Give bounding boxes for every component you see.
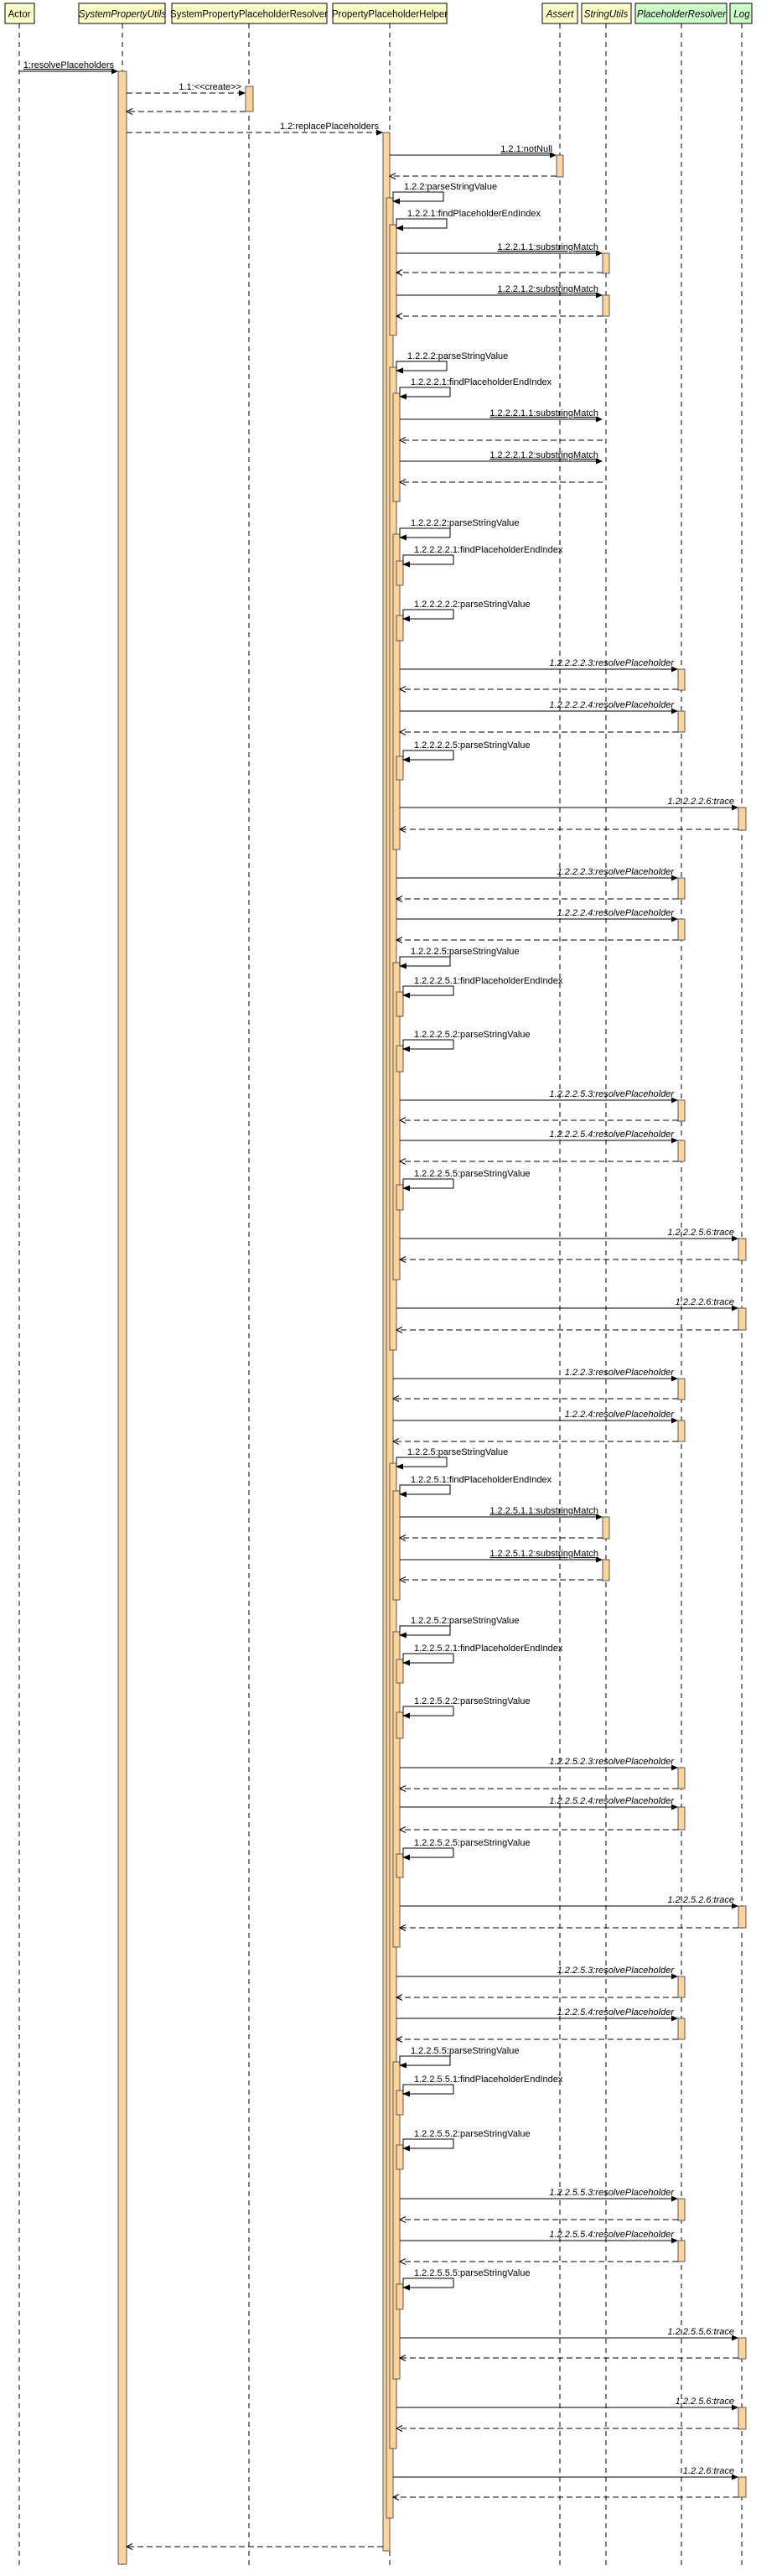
self-call-box [403,1848,453,1857]
self-call-box [403,555,453,564]
activation-bar [678,2241,685,2262]
message-label: 1.2.2.2:parseStringValue [407,351,509,361]
message-label: 1.2.2.1.1:substringMatch [497,242,598,252]
activation-bar [738,1308,746,1330]
activation-bar [396,1854,403,1877]
self-call-box [403,2085,453,2094]
message-label: 1.1:<<create>> [179,82,241,92]
activation-bar [678,1976,685,1997]
message-label: 1.2.2.2.5.1:findPlaceholderEndIndex [414,976,563,986]
self-call-box [403,750,453,760]
self-call-box [403,1040,453,1049]
activation-bar [678,2018,685,2039]
participant-label: SystemPropertyPlaceholderResolver [170,9,328,20]
message-label: 1.2.2.5.2.4:resolvePlaceholder [549,1796,674,1806]
self-call-box [403,1706,453,1716]
self-call-box [403,2278,453,2288]
message-label: 1.2.2.5.5.3:resolvePlaceholder [549,2188,674,2198]
self-call-box [400,528,450,538]
activation-bar [738,2338,746,2359]
message-label: 1.2.2.5.4:resolvePlaceholder [557,2007,674,2018]
message-label: 1.2:replacePlaceholders [279,122,379,132]
activation-bar [738,1906,746,1928]
self-call-box [396,1457,447,1467]
message-label: 1.2.2.2.2.6:trace [667,797,734,807]
self-call-box [403,986,453,995]
activation-bar [678,878,685,899]
activation-bar [603,295,609,316]
self-call-box [400,1626,450,1635]
message-label: 1.2.2.5.5.1:findPlaceholderEndIndex [414,2075,563,2085]
participant-label: StringUtils [583,9,629,20]
message-label: 1.2.2.2.2:parseStringValue [411,518,520,528]
activation-bar [396,561,403,585]
self-call-box [403,610,453,619]
activation-bar [396,1712,403,1738]
activation-bar [557,155,563,177]
message-label: 1.2.2.5.5.5:parseStringValue [414,2268,531,2278]
activation-bar [678,1807,685,1830]
message-label: 1.2.2.2.1.1:substringMatch [489,408,598,418]
activation-bar [678,919,685,940]
message-label: 1.2.2.5.2.6:trace [667,1895,734,1905]
message-label: 1.2.2.5.5:parseStringValue [411,2046,520,2056]
activation-bar [396,2145,403,2169]
self-call-box [393,192,443,201]
activation-bar [678,711,685,732]
participant-label: Actor [8,9,31,20]
message-label: 1.2.2.5.1.1:substringMatch [489,1506,598,1516]
activation-bar [390,225,396,335]
message-label: 1.2.1:notNull [500,144,552,154]
activation-bar [396,992,403,1016]
self-call-box [400,1485,450,1494]
message-label: 1.2.2.5.2.1:findPlaceholderEndIndex [414,1644,563,1654]
message-label: 1.2.2.4:resolvePlaceholder [564,1410,674,1420]
message-label: 1.2.2.2.2.3:resolvePlaceholder [549,658,674,668]
activation-bar [396,1185,403,1210]
activation-bar [678,2199,685,2220]
message-label: 1.2.2.5.1.2:substringMatch [489,1549,598,1559]
participant-label: Log [733,9,750,20]
message-label: 1.2.2.2.5.5:parseStringValue [414,1169,531,1179]
activation-bar [678,1140,685,1161]
participant-label: PlaceholderResolver [636,9,727,20]
message-label: 1.2.2.5.2.2:parseStringValue [414,1696,531,1706]
message-label: 1.2.2.5:parseStringValue [407,1447,509,1457]
message-label: 1.2.2.2.5.6:trace [667,1228,734,1238]
activation-bar [393,393,400,501]
message-label: 1.2.2.2.3:resolvePlaceholder [557,867,674,877]
message-label: 1.2.2.6:trace [682,2466,734,2476]
activation-bar [678,669,685,690]
activation-bar [246,86,253,112]
message-label: 1.2.2.2.4:resolvePlaceholder [557,908,674,918]
message-label: 1.2.2.5.2.3:resolvePlaceholder [549,1757,674,1767]
message-label: 1.2.2.2.1.2:substringMatch [489,450,598,460]
self-call-box [403,1654,453,1663]
message-label: 1.2.2.2.2.5:parseStringValue [414,740,531,750]
participant-label: PropertyPlaceholderHelper [331,9,448,20]
self-call-box [403,1179,453,1188]
activation-bar [603,1517,609,1539]
activation-bar [603,1560,609,1581]
self-call-box [396,219,447,228]
activation-bar [738,2477,746,2497]
message-label: 1.2.2.5.3:resolvePlaceholder [557,1966,674,1976]
message-label: 1.2.2.5.5.6:trace [667,2327,734,2337]
message-label: 1.2.2.2.2.2:parseStringValue [414,600,531,610]
activation-bar [118,71,127,2564]
self-call-box [396,361,447,371]
message-label: 1.2.2.2.5.3:resolvePlaceholder [549,1089,674,1099]
activation-bar [738,808,746,830]
message-label: 1.2.2.2.1:findPlaceholderEndIndex [411,377,552,387]
self-call-box [403,2139,453,2148]
participant-label: Assert [546,9,574,20]
activation-bar [396,756,403,780]
activation-bar [678,1379,685,1400]
message-label: 1.2.2.3:resolvePlaceholder [564,1368,674,1378]
activation-bar [678,1100,685,1121]
activation-bar [396,2284,403,2309]
activation-bar [393,1491,400,1600]
participant-label: SystemPropertyUtils [78,9,167,20]
self-call-box [400,957,450,966]
message-label: 1.2.2.2.2.4:resolvePlaceholder [549,700,674,710]
activation-bar [603,253,609,273]
activation-bar [678,1420,685,1441]
message-label: 1.2.2.2.5.2:parseStringValue [414,1030,531,1040]
message-label: 1.2.2.5.2:parseStringValue [411,1616,520,1626]
message-label: 1.2.2.2.6:trace [675,1297,734,1307]
activation-bar [396,1046,403,1072]
message-label: 1.2.2.5.6:trace [675,2397,734,2407]
message-label: 1:resolvePlaceholders [23,60,114,70]
activation-bar [738,1239,746,1260]
message-label: 1.2.2.1:findPlaceholderEndIndex [407,209,541,219]
message-label: 1.2.2:parseStringValue [404,182,498,192]
self-call-box [400,2056,450,2065]
activation-bar [396,615,403,641]
activation-bar [678,1768,685,1789]
message-label: 1.2.2.2.2.1:findPlaceholderEndIndex [414,545,563,555]
self-call-box [400,387,450,397]
message-label: 1.2.2.5.2.5:parseStringValue [414,1838,531,1848]
activation-bar [396,1659,403,1683]
message-label: 1.2.2.2.5:parseStringValue [411,947,520,957]
message-label: 1.2.2.5.5.4:resolvePlaceholder [549,2230,674,2240]
message-label: 1.2.2.5.5.2:parseStringValue [414,2129,531,2139]
message-label: 1.2.2.1.2:substringMatch [497,284,598,294]
activation-bar [738,2407,746,2429]
message-label: 1.2.2.5.1:findPlaceholderEndIndex [411,1475,552,1485]
message-label: 1.2.2.2.5.4:resolvePlaceholder [549,1130,674,1140]
activation-bar [396,2090,403,2115]
